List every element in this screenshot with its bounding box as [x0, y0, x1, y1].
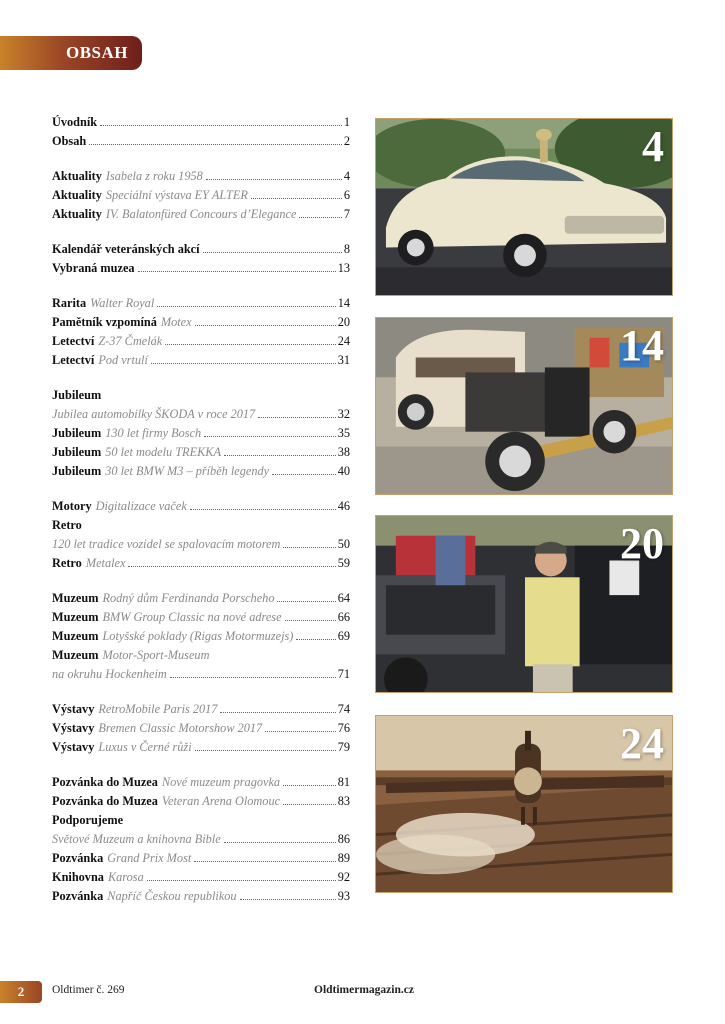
toc-page-number: 13 [337, 261, 350, 275]
toc-subtitle: IV. Balatonfüred Concours d’Elegance [105, 207, 297, 221]
section-header-tab [0, 36, 142, 70]
leader-dots [283, 547, 335, 548]
toc-subtitle: Digitalizace vaček [95, 499, 187, 513]
photo-cmelak-aircraft[interactable] [375, 715, 673, 893]
toc-page-number: 59 [337, 556, 350, 570]
toc-page-number: 81 [337, 775, 350, 789]
toc-page-number: 32 [337, 407, 350, 421]
toc-category: Muzeum [52, 648, 99, 662]
leader-dots [224, 842, 336, 843]
leader-dots [165, 344, 335, 345]
toc-subtitle: na okruhu Hockenheim [52, 667, 167, 681]
leader-dots [195, 325, 336, 326]
toc-entry[interactable] [52, 351, 350, 370]
leader-dots [277, 601, 335, 602]
toc-category: Výstavy [52, 721, 95, 735]
toc-subtitle: Veteran Arena Olomouc [161, 794, 281, 808]
leader-dots [194, 861, 335, 862]
toc-page-number: 40 [337, 464, 350, 478]
toc-category: Jubileum [52, 445, 102, 459]
page-label: 20 [620, 519, 664, 568]
page-label: 14 [620, 321, 664, 370]
toc-entry[interactable] [52, 167, 350, 186]
toc-subtitle: Z-37 Čmelák [98, 334, 163, 348]
toc-category: Aktuality [52, 188, 102, 202]
toc-entry[interactable] [52, 405, 350, 424]
toc-subtitle: Jubilea automobilky ŠKODA v roce 2017 [52, 407, 256, 421]
toc-page-number: 93 [337, 889, 350, 903]
leader-dots [283, 785, 336, 786]
toc-entry[interactable] [52, 589, 350, 608]
leader-dots [265, 731, 336, 732]
toc-page-number: 46 [337, 499, 350, 513]
footer-website-link[interactable]: Oldtimermagazin.cz [314, 984, 414, 996]
toc-entry[interactable] [52, 792, 350, 811]
toc-entry[interactable] [52, 719, 350, 738]
footer-page-number: 2 [0, 981, 42, 1003]
page-label: 4 [642, 122, 664, 171]
leader-dots [299, 217, 341, 218]
toc-page-number: 74 [337, 702, 350, 716]
toc-subtitle: Walter Royal [90, 296, 155, 310]
toc-entry[interactable] [52, 849, 350, 868]
toc-page-number: 79 [337, 740, 350, 754]
toc-subtitle: 120 let tradice vozidel se spalovacím motorem [52, 537, 281, 551]
toc-page-number: 76 [337, 721, 350, 735]
leader-dots [170, 677, 336, 678]
toc-entry[interactable] [52, 665, 350, 684]
toc-category: Knihovna [52, 870, 104, 884]
toc-category: Obsah [52, 134, 87, 148]
leader-dots [272, 474, 336, 475]
toc-subtitle: Rodný dům Ferdinanda Porscheho [102, 591, 275, 605]
toc-subtitle: RetroMobile Paris 2017 [98, 702, 218, 716]
toc-entry[interactable] [52, 535, 350, 554]
toc-heading: Retro [52, 518, 82, 532]
toc-entry[interactable] [52, 113, 350, 132]
toc-category: Pozvánka [52, 889, 104, 903]
toc-category: Letectví [52, 334, 95, 348]
toc-page-number: 8 [343, 242, 350, 256]
toc-subtitle: Pod vrtulí [98, 353, 148, 367]
toc-subtitle: Světové Muzeum a knihovna Bible [52, 832, 221, 846]
toc-page-number: 14 [337, 296, 350, 310]
toc-subtitle: Isabela z roku 1958 [105, 169, 203, 183]
toc-subtitle: Karosa [107, 870, 144, 884]
footer-issue: Oldtimer č. 269 [52, 984, 125, 996]
leader-dots [89, 144, 342, 145]
toc-subtitle: Motor-Sport-Museum [102, 648, 210, 662]
leader-dots [258, 417, 336, 418]
leader-dots [251, 198, 342, 199]
toc-category: Rarita [52, 296, 87, 310]
toc-entry[interactable] [52, 830, 350, 849]
leader-dots [224, 455, 336, 456]
toc-subtitle: Nové muzeum pragovka [161, 775, 281, 789]
leader-dots [240, 899, 336, 900]
leader-dots [296, 639, 335, 640]
photo-isabella-coupe[interactable] [375, 118, 673, 296]
leader-dots [285, 620, 336, 621]
toc-entry[interactable] [52, 646, 350, 665]
toc-entry[interactable] [52, 738, 350, 757]
toc-category: Úvodník [52, 115, 98, 129]
toc-entry[interactable] [52, 443, 350, 462]
photo-walter-royal[interactable] [375, 317, 673, 495]
toc-entry[interactable] [52, 132, 350, 151]
toc-subtitle: Bremen Classic Motorshow 2017 [98, 721, 263, 735]
toc-entry[interactable] [52, 700, 350, 719]
toc-entry[interactable] [52, 497, 350, 516]
toc-category: Výstavy [52, 740, 95, 754]
toc-entry[interactable] [52, 424, 350, 443]
toc-category: Jubileum [52, 464, 102, 478]
toc-entry[interactable] [52, 313, 350, 332]
toc-page-number: 71 [337, 667, 350, 681]
toc-page-number: 24 [337, 334, 350, 348]
toc-subtitle: 50 let modelu TREKKA [105, 445, 221, 459]
toc-entry[interactable] [52, 205, 350, 224]
toc-category: Pozvánka do Muzea [52, 794, 158, 808]
toc-category: Muzeum [52, 629, 99, 643]
toc-page-number: 83 [337, 794, 350, 808]
toc-page-number: 7 [343, 207, 350, 221]
toc-subtitle: Speciální výstava EY ALTER [105, 188, 248, 202]
toc-category: Aktuality [52, 207, 102, 221]
toc-entry[interactable] [52, 868, 350, 887]
toc-page-number: 6 [343, 188, 350, 202]
toc-page-number: 69 [337, 629, 350, 643]
toc-page-number: 38 [337, 445, 350, 459]
toc-subtitle: Motex [160, 315, 192, 329]
leader-dots [204, 436, 336, 437]
toc-page-number: 1 [343, 115, 350, 129]
toc-subtitle: Grand Prix Most [107, 851, 192, 865]
toc-entry[interactable] [52, 186, 350, 205]
leader-dots [147, 880, 336, 881]
toc-page-number: 64 [337, 591, 350, 605]
toc-page-number: 50 [337, 537, 350, 551]
toc-category: Pozvánka [52, 851, 104, 865]
page-footer [0, 981, 725, 1003]
leader-dots [100, 125, 342, 126]
leader-dots [157, 306, 335, 307]
toc-category: Letectví [52, 353, 95, 367]
toc-entry[interactable] [52, 240, 350, 259]
table-of-contents [52, 113, 350, 906]
toc-page-number: 66 [337, 610, 350, 624]
toc-entry[interactable] [52, 462, 350, 481]
leader-dots [283, 804, 336, 805]
toc-category: Aktuality [52, 169, 102, 183]
toc-category: Motory [52, 499, 92, 513]
toc-category: Jubileum [52, 426, 102, 440]
toc-category: Muzeum [52, 610, 99, 624]
toc-subtitle: Napříč Českou republikou [107, 889, 237, 903]
toc-heading: Jubileum [52, 388, 102, 402]
toc-page-number: 92 [337, 870, 350, 884]
toc-page-number: 2 [343, 134, 350, 148]
toc-page-number: 86 [337, 832, 350, 846]
leader-dots [203, 252, 342, 253]
toc-category: Výstavy [52, 702, 95, 716]
toc-page-number: 31 [337, 353, 350, 367]
toc-category: Vybraná muzea [52, 261, 135, 275]
toc-entry[interactable] [52, 627, 350, 646]
toc-entry[interactable] [52, 259, 350, 278]
car-photo [376, 119, 672, 295]
leader-dots [220, 712, 335, 713]
toc-subtitle: 130 let firmy Bosch [105, 426, 202, 440]
toc-entry[interactable] [52, 608, 350, 627]
toc-subtitle: Metalex [85, 556, 126, 570]
toc-page-number: 4 [343, 169, 350, 183]
toc-entry[interactable] [52, 294, 350, 313]
toc-page-number: 35 [337, 426, 350, 440]
leader-dots [195, 750, 336, 751]
page-label: 24 [620, 719, 664, 768]
leader-dots [151, 363, 336, 364]
section-title: OBSAH [65, 43, 128, 62]
toc-category: Pamětník vzpomíná [52, 315, 157, 329]
toc-page-number: 89 [337, 851, 350, 865]
toc-category: Muzeum [52, 591, 99, 605]
toc-entry[interactable] [52, 773, 350, 792]
toc-subtitle: BMW Group Classic na nové adrese [102, 610, 282, 624]
toc-category: Retro [52, 556, 82, 570]
leader-dots [138, 271, 336, 272]
toc-category: Pozvánka do Muzea [52, 775, 158, 789]
leader-dots [190, 509, 336, 510]
toc-subtitle: Luxus v Černé růži [98, 740, 192, 754]
toc-page-number: 20 [337, 315, 350, 329]
toc-subtitle: Lotyšské poklady (Rigas Motormuzejs) [102, 629, 294, 643]
toc-entry[interactable] [52, 554, 350, 573]
leader-dots [206, 179, 342, 180]
toc-entry[interactable] [52, 332, 350, 351]
toc-category: Kalendář veteránských akcí [52, 242, 200, 256]
toc-entry[interactable] [52, 887, 350, 906]
photo-motex-memoir[interactable] [375, 515, 673, 693]
toc-subtitle: 30 let BMW M3 – příběh legendy [105, 464, 270, 478]
leader-dots [128, 566, 335, 567]
toc-heading: Podporujeme [52, 813, 124, 827]
